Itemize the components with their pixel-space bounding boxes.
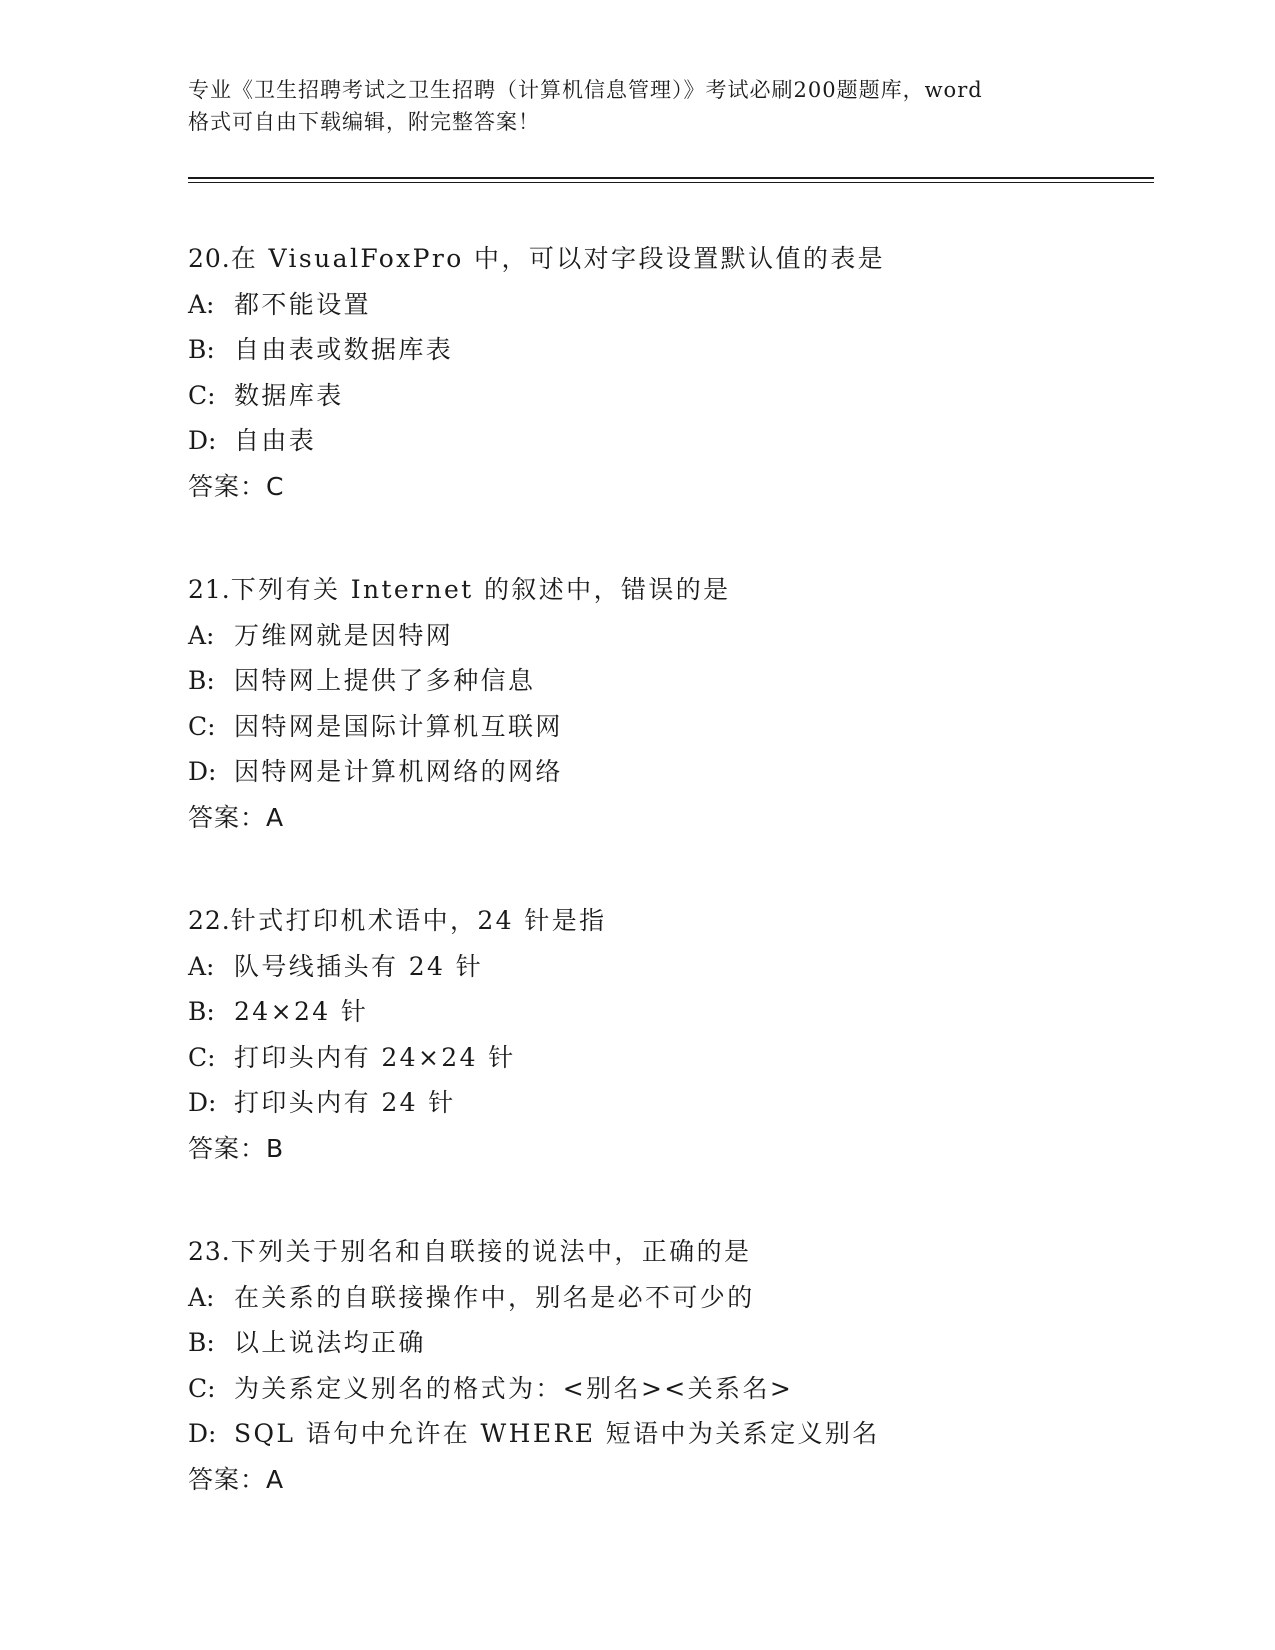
question-20 bbox=[188, 236, 1148, 509]
header-line-2: 格式可自由下载编辑，附完整答案！ bbox=[188, 110, 540, 134]
option-letter: B: bbox=[188, 666, 215, 695]
question-stem bbox=[188, 236, 1148, 282]
question-number: 22. bbox=[188, 906, 231, 935]
option-text: 在关系的自联接操作中，别名是必不可少的 bbox=[234, 1282, 755, 1312]
option-b bbox=[188, 1320, 1148, 1366]
option-letter: A: bbox=[188, 951, 215, 981]
option-d bbox=[188, 749, 1148, 795]
option-text: 为关系定义别名的格式为：<别名><关系名> bbox=[234, 1373, 794, 1403]
question-stem bbox=[188, 898, 1148, 944]
option-c bbox=[188, 704, 1148, 750]
question-text: 下列有关 Internet 的叙述中，错误的是 bbox=[230, 575, 731, 604]
question-number: 20. bbox=[188, 244, 231, 273]
option-letter: C: bbox=[188, 380, 216, 410]
option-text: 数据库表 bbox=[234, 380, 344, 410]
option-letter: B: bbox=[188, 1328, 215, 1357]
option-c bbox=[188, 1366, 1148, 1412]
answer-line: 答案：A bbox=[188, 802, 285, 832]
option-letter: A: bbox=[188, 620, 215, 650]
option-letter: D: bbox=[188, 757, 217, 786]
option-letter: B: bbox=[188, 997, 215, 1026]
option-a bbox=[188, 282, 1148, 328]
question-text: 在 VisualFoxPro 中，可以对字段设置默认值的表是 bbox=[230, 244, 886, 273]
option-text: 打印头内有 24×24 针 bbox=[234, 1042, 516, 1072]
header-divider-thin bbox=[188, 182, 1154, 183]
option-a bbox=[188, 944, 1148, 990]
answer-line: 答案：C bbox=[188, 471, 285, 501]
answer-line: 答案：A bbox=[188, 1464, 285, 1494]
option-text: 队号线插头有 24 针 bbox=[234, 951, 484, 981]
option-b bbox=[188, 989, 1148, 1035]
header-line-1: 专业《卫生招聘考试之卫生招聘（计算机信息管理）》考试必刷200题题库，word bbox=[188, 78, 983, 102]
question-stem bbox=[188, 1229, 1148, 1275]
option-a bbox=[188, 1275, 1148, 1321]
option-a bbox=[188, 613, 1148, 659]
option-c bbox=[188, 373, 1148, 419]
question-text: 下列关于别名和自联接的说法中，正确的是 bbox=[230, 1237, 752, 1266]
option-d bbox=[188, 1411, 1148, 1457]
question-number: 23. bbox=[188, 1237, 231, 1266]
question-list bbox=[188, 236, 1148, 1560]
option-text: 因特网是国际计算机互联网 bbox=[234, 711, 563, 741]
header-divider-thick bbox=[188, 177, 1154, 179]
option-text: 打印头内有 24 针 bbox=[234, 1088, 456, 1117]
document-header bbox=[188, 74, 1088, 138]
option-text: 万维网就是因特网 bbox=[234, 620, 454, 650]
question-23 bbox=[188, 1229, 1148, 1502]
option-letter: A: bbox=[188, 1282, 215, 1312]
option-text: 以上说法均正确 bbox=[234, 1328, 426, 1357]
option-c bbox=[188, 1035, 1148, 1081]
question-text: 针式打印机术语中，24 针是指 bbox=[230, 906, 607, 935]
option-letter: D: bbox=[188, 426, 217, 455]
option-text: 因特网是计算机网络的网络 bbox=[234, 757, 563, 786]
option-b bbox=[188, 658, 1148, 704]
option-letter: C: bbox=[188, 1373, 216, 1403]
option-d bbox=[188, 418, 1148, 464]
option-letter: D: bbox=[188, 1088, 217, 1117]
option-text: 因特网上提供了多种信息 bbox=[234, 666, 536, 695]
option-letter: C: bbox=[188, 1042, 216, 1072]
question-stem bbox=[188, 567, 1148, 613]
option-text: 都不能设置 bbox=[234, 289, 372, 319]
option-b bbox=[188, 327, 1148, 373]
option-text: 24×24 针 bbox=[234, 997, 369, 1026]
option-text: SQL 语句中允许在 WHERE 短语中为关系定义别名 bbox=[234, 1419, 880, 1448]
question-number: 21. bbox=[188, 575, 231, 604]
option-letter: B: bbox=[188, 335, 215, 364]
option-text: 自由表 bbox=[234, 426, 317, 455]
option-letter: D: bbox=[188, 1419, 217, 1448]
option-letter: C: bbox=[188, 711, 216, 741]
answer-line: 答案：B bbox=[188, 1133, 285, 1163]
option-text: 自由表或数据库表 bbox=[234, 335, 454, 364]
question-22 bbox=[188, 898, 1148, 1171]
question-21 bbox=[188, 567, 1148, 840]
option-letter: A: bbox=[188, 289, 215, 319]
option-d bbox=[188, 1080, 1148, 1126]
